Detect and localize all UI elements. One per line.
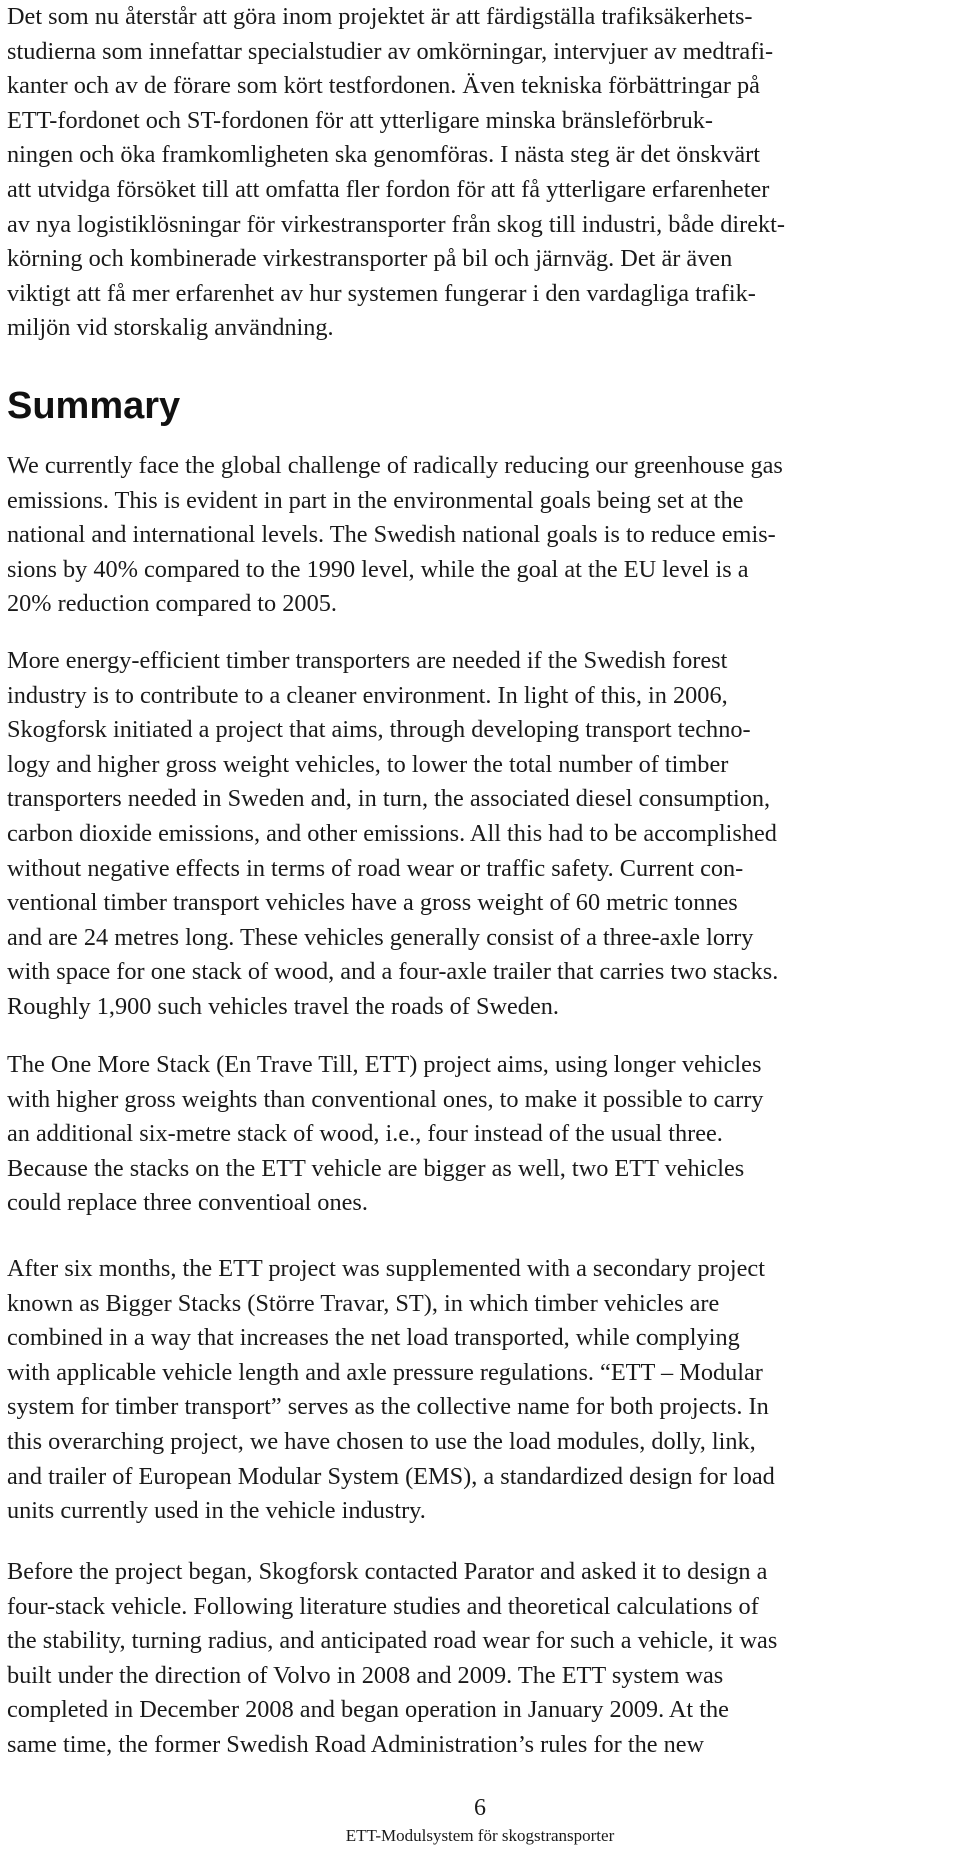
text-line: could replace three conventioal ones. [7, 1189, 368, 1217]
text-line: carbon dioxide emissions, and other emissions. All this had to be accomplished [7, 819, 777, 847]
text-line: without negative effects in terms of road wear or traffic safety. Current con- [7, 854, 744, 882]
text-line: completed in December 2008 and began operation in January 2009. At the [7, 1696, 729, 1724]
text-line: studierna som innefattar specialstudier av omkörningar, intervjuer av medtrafi- [7, 37, 774, 65]
text-line: transporters needed in Sweden and, in turn, the associated diesel consumption, [7, 785, 771, 813]
page-number: 6 [474, 1795, 486, 1821]
summary-paragraph-5 [7, 1555, 777, 1763]
text-line: The One More Stack (En Trave Till, ETT) project aims, using longer vehicles [7, 1051, 762, 1078]
text-line: same time, the former Swedish Road Administration’s rules for the new [7, 1730, 705, 1758]
text-line: national and international levels. The Swedish national goals is to reduce emis- [7, 521, 776, 549]
text-line: viktigt att få mer erfarenhet av hur systemen fungerar i den vardagliga trafik- [7, 279, 756, 307]
text-line: Skogforsk initiated a project that aims, through developing transport techno- [7, 716, 751, 744]
summary-paragraph-4 [7, 1252, 775, 1529]
text-line: logy and higher gross weight vehicles, to lower the total number of timber [7, 750, 729, 778]
summary-paragraph-3 [7, 1048, 763, 1221]
text-line: emissions. This is evident in part in the environmental goals being set at the [7, 486, 744, 514]
text-line: After six months, the ETT project was supplemented with a secondary project [7, 1255, 765, 1282]
text-line: körning och kombinerade virkestransporter på bil och järnväg. Det är även [7, 245, 733, 273]
text-line: and are 24 metres long. These vehicles generally consist of a three-axle lorry [7, 923, 754, 951]
text-line: miljön vid storskalig användning. [7, 314, 334, 342]
text-line: system for timber transport” serves as the collective name for both projects. In [7, 1393, 769, 1421]
text-line: More energy-efficient timber transporters are needed if the Swedish forest [7, 647, 728, 674]
text-line: ningen och öka framkomligheten ska genomföras. I nästa steg är det önskvärt [7, 141, 760, 169]
text-line: with applicable vehicle length and axle pressure regulations. “ETT – Modular [7, 1358, 763, 1386]
text-line: kanter och av de förare som kört testfordonen. Även tekniska förbättringar på [7, 72, 760, 100]
section-heading-summary: Summary [7, 385, 181, 427]
intro-paragraph [7, 0, 785, 346]
summary-paragraph-2 [7, 644, 778, 1025]
text-line: Because the stacks on the ETT vehicle are bigger as well, two ETT vehicles [7, 1154, 745, 1182]
text-line: av nya logistiklösningar för virkestransporter från skog till industri, både direkt- [7, 210, 785, 238]
text-line: industry is to contribute to a cleaner environment. In light of this, in 2006, [7, 681, 728, 709]
text-line: ETT-fordonet och ST-fordonen för att ytterligare minska bränsleförbruk- [7, 106, 713, 134]
text-line: an additional six-metre stack of wood, i.e., four instead of the usual three. [7, 1120, 723, 1148]
text-line: combined in a way that increases the net load transported, while complying [7, 1324, 740, 1352]
text-line: ventional timber transport vehicles have a gross weight of 60 metric tonnes [7, 889, 738, 917]
text-line: four-stack vehicle. Following literature studies and theoretical calculations of [7, 1592, 759, 1620]
text-line: Before the project began, Skogforsk contacted Parator and asked it to design a [7, 1558, 768, 1585]
text-line: sions by 40% compared to the 1990 level, while the goal at the EU level is a [7, 555, 749, 583]
text-line: the stability, turning radius, and anticipated road wear for such a vehicle, it was [7, 1627, 778, 1655]
text-line: units currently used in the vehicle industry. [7, 1497, 426, 1525]
text-line: We currently face the global challenge of radically reducing our greenhouse gas [7, 452, 783, 479]
text-line: with higher gross weights than conventional ones, to make it possible to carry [7, 1085, 764, 1113]
text-line: and trailer of European Modular System (EMS), a standardized design for load [7, 1462, 775, 1490]
text-line: built under the direction of Volvo in 2008 and 2009. The ETT system was [7, 1661, 724, 1689]
summary-paragraph-1 [7, 449, 783, 622]
text-line: known as Bigger Stacks (Större Travar, ST), in which timber vehicles are [7, 1289, 720, 1317]
text-line: att utvidga försöket till att omfatta fler fordon för att få ytterligare erfarenheter [7, 175, 770, 203]
text-line: Roughly 1,900 such vehicles travel the roads of Sweden. [7, 992, 559, 1020]
text-line: 20% reduction compared to 2005. [7, 590, 337, 618]
text-line: Det som nu återstår att göra inom projektet är att färdigställa trafiksäkerhets- [7, 3, 753, 30]
footer-title: ETT-Modulsystem för skogstransporter [345, 1826, 615, 1845]
text-line: with space for one stack of wood, and a four-axle trailer that carries two stacks. [7, 958, 779, 986]
text-line: this overarching project, we have chosen to use the load modules, dolly, link, [7, 1427, 756, 1455]
